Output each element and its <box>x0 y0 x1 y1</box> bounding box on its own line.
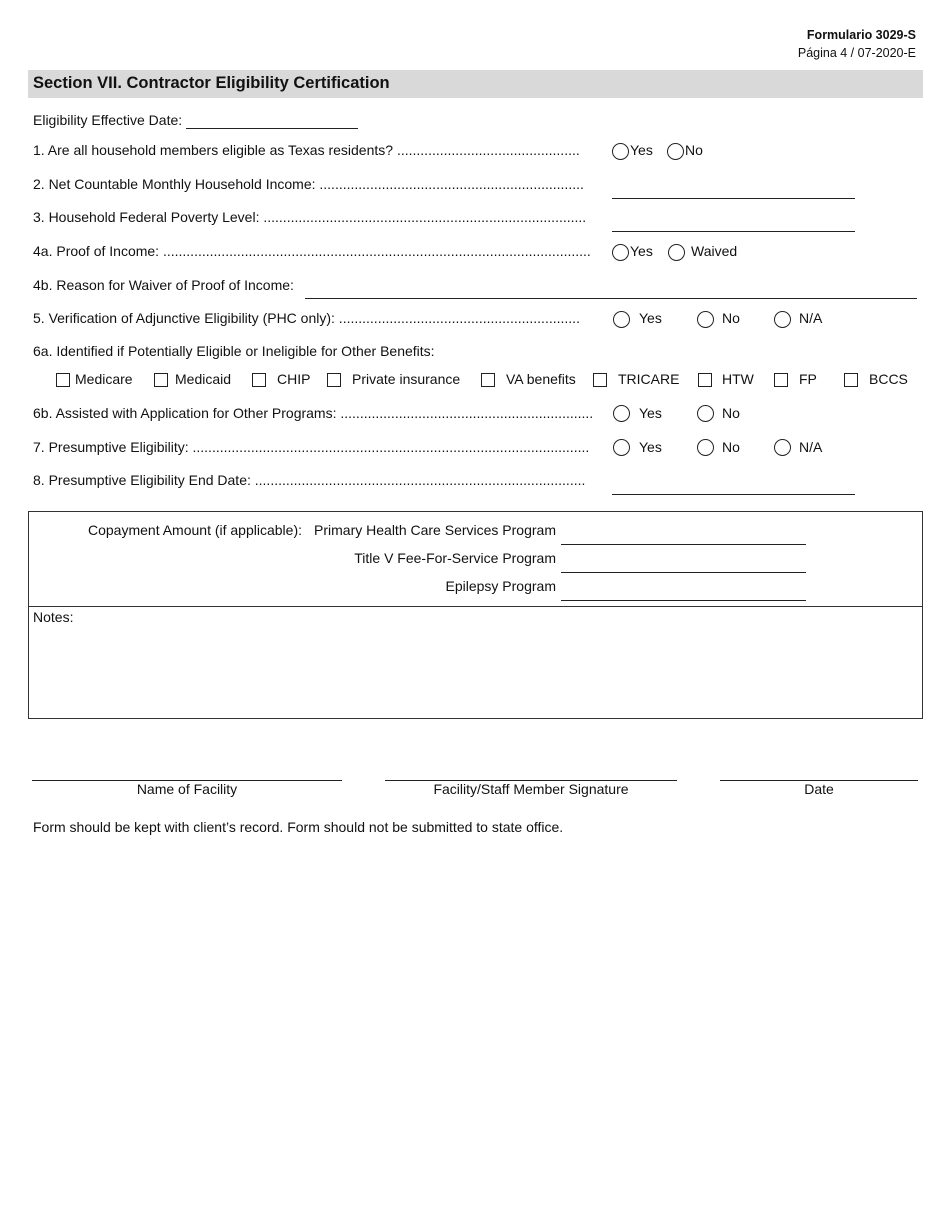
q4a-waived-radio[interactable] <box>668 244 685 261</box>
footer-note: Form should be kept with client’s record. Form should not be submitted to state office. <box>33 819 564 835</box>
q4a-yes-label: Yes <box>630 243 653 259</box>
q3-fpl-field[interactable] <box>612 231 855 232</box>
bccs-checkbox[interactable] <box>844 373 858 387</box>
q6b-yes-radio[interactable] <box>613 405 630 422</box>
q5-yes-label: Yes <box>639 310 662 326</box>
copay-label: Copayment Amount (if applicable): <box>88 522 302 538</box>
tricare-label: TRICARE <box>618 371 680 387</box>
q8-label: 8. Presumptive Eligibility End Date: ..................................................................................... <box>33 472 586 488</box>
notes-area[interactable] <box>33 628 913 712</box>
q7-label: 7. Presumptive Eligibility: ...................................................................................................... <box>33 439 590 455</box>
q1-no-radio[interactable] <box>667 143 684 160</box>
htw-label: HTW <box>722 371 754 387</box>
q7-na-label: N/A <box>799 439 823 455</box>
tricare-checkbox[interactable] <box>593 373 607 387</box>
q5-yes-radio[interactable] <box>613 311 630 328</box>
htw-checkbox[interactable] <box>698 373 712 387</box>
q1-no-label: No <box>685 142 703 158</box>
va-benefits-checkbox[interactable] <box>481 373 495 387</box>
q7-no-radio[interactable] <box>697 439 714 456</box>
chip-checkbox[interactable] <box>252 373 266 387</box>
private-insurance-checkbox[interactable] <box>327 373 341 387</box>
copay-program2-label: Title V Fee-For-Service Program <box>354 550 556 566</box>
q2-income-field[interactable] <box>612 198 855 199</box>
q1-yes-label: Yes <box>630 142 653 158</box>
copay-program1-field[interactable] <box>561 544 806 545</box>
section-title: Section VII. Contractor Eligibility Certification <box>33 74 390 92</box>
q7-yes-label: Yes <box>639 439 662 455</box>
q4b-reason-field[interactable] <box>305 298 917 299</box>
q3-label: 3. Household Federal Poverty Level: ................................................................................... <box>33 209 587 225</box>
signature-label: Facility/Staff Member Signature <box>433 781 629 797</box>
q6a-label: 6a. Identified if Potentially Eligible or Ineligible for Other Benefits: <box>33 343 435 359</box>
copay-program3-label: Epilepsy Program <box>445 578 556 594</box>
q5-no-label: No <box>722 310 740 326</box>
page-info: Página 4 / 07-2020-E <box>797 46 916 60</box>
effective-date-label: Eligibility Effective Date: <box>33 112 183 128</box>
fp-checkbox[interactable] <box>774 373 788 387</box>
notes-label: Notes: <box>33 609 74 625</box>
q1-yes-radio[interactable] <box>612 143 629 160</box>
q2-label: 2. Net Countable Monthly Household Income: .................................................................... <box>33 176 584 192</box>
q4a-yes-radio[interactable] <box>612 244 629 261</box>
facility-name-label: Name of Facility <box>136 781 238 797</box>
q6b-no-label: No <box>722 405 740 421</box>
q5-no-radio[interactable] <box>697 311 714 328</box>
q4b-label: 4b. Reason for Waiver of Proof of Income: <box>33 277 294 293</box>
va-benefits-label: VA benefits <box>506 371 576 387</box>
copay-program1-label: Primary Health Care Services Program <box>314 522 556 538</box>
q1-label: 1. Are all household members eligible as Texas residents? ............................................... <box>33 142 580 158</box>
q4a-label: 4a. Proof of Income: .............................................................................................................. <box>33 243 591 259</box>
bccs-label: BCCS <box>869 371 908 387</box>
q5-label: 5. Verification of Adjunctive Eligibility (PHC only): .............................................................. <box>33 310 580 326</box>
q6b-label: 6b. Assisted with Application for Other Programs: ................................................................. <box>33 405 594 421</box>
copay-program3-field[interactable] <box>561 600 806 601</box>
fp-label: FP <box>799 371 817 387</box>
copay-program2-field[interactable] <box>561 572 806 573</box>
medicaid-label: Medicaid <box>175 371 232 387</box>
medicare-label: Medicare <box>75 371 133 387</box>
private-insurance-label: Private insurance <box>352 371 461 387</box>
q5-na-label: N/A <box>799 310 823 326</box>
copay-notes-divider <box>28 606 923 607</box>
q7-no-label: No <box>722 439 740 455</box>
q8-end-date-field[interactable] <box>612 494 855 495</box>
q6b-yes-label: Yes <box>639 405 662 421</box>
form-number: Formulario 3029-S <box>806 28 916 42</box>
q7-yes-radio[interactable] <box>613 439 630 456</box>
date-label: Date <box>804 781 834 797</box>
chip-label: CHIP <box>277 371 311 387</box>
q5-na-radio[interactable] <box>774 311 791 328</box>
section-header <box>28 70 923 98</box>
medicaid-checkbox[interactable] <box>154 373 168 387</box>
q7-na-radio[interactable] <box>774 439 791 456</box>
medicare-checkbox[interactable] <box>56 373 70 387</box>
q4a-waived-label: Waived <box>691 243 738 259</box>
effective-date-field[interactable] <box>186 128 358 129</box>
q6b-no-radio[interactable] <box>697 405 714 422</box>
